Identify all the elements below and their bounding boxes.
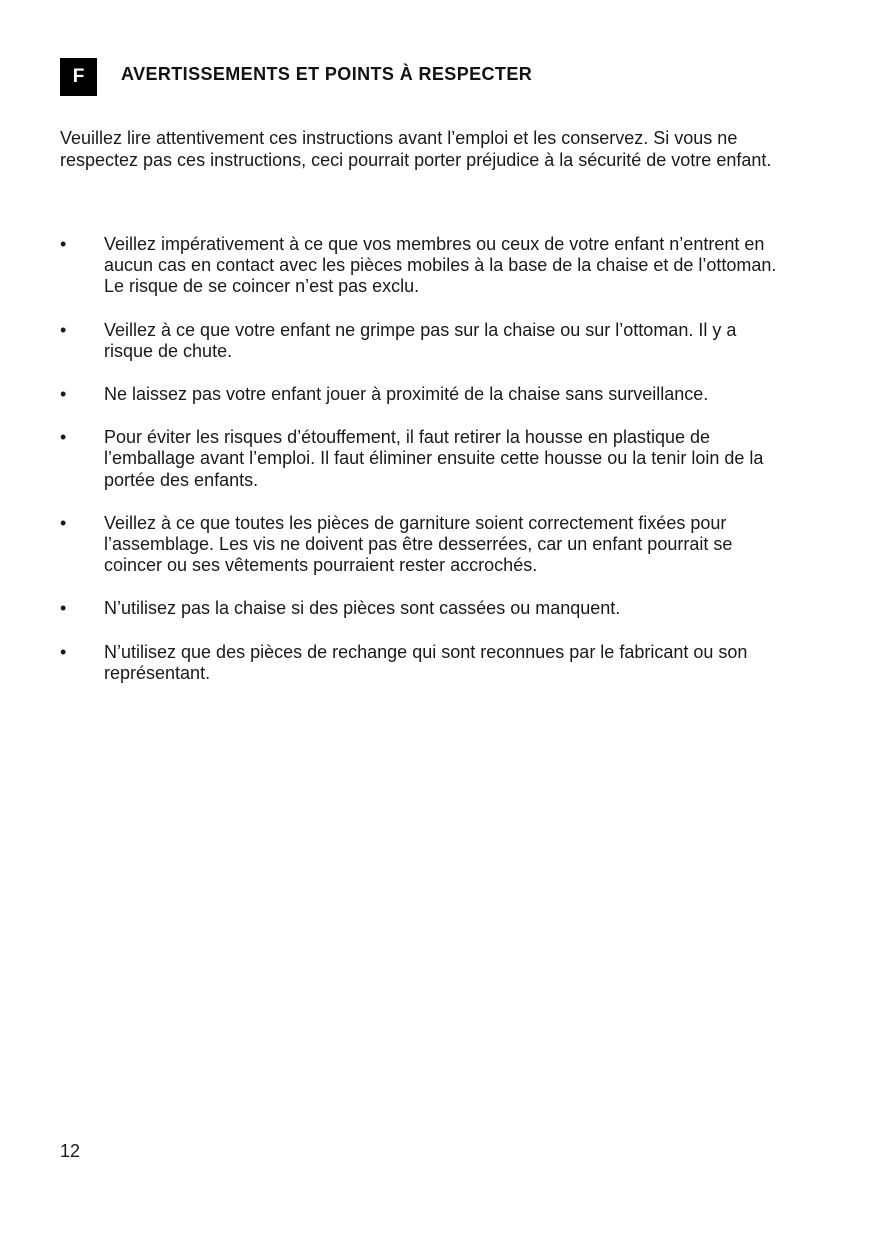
warning-text: Ne laissez pas votre enfant jouer à proximité de la chaise sans surveillance. <box>104 384 709 405</box>
warning-text: Veillez à ce que votre enfant ne grimpe pas sur la chaise ou sur l’ottoman. Il y a risque de chute. <box>104 319 737 361</box>
bullet-icon: • <box>60 641 67 662</box>
warning-text: Veillez impérativement à ce que vos membres ou ceux de votre enfant n’entrent en aucun cas en contact avec les pièces mobiles à la base de la chaise et de l’ottoman. Le risque de se coincer n’est pas exclu. <box>104 234 777 297</box>
list-item <box>60 513 780 577</box>
bullet-icon: • <box>60 319 67 340</box>
list-item <box>60 427 780 491</box>
warning-text: Veillez à ce que toutes les pièces de garniture soient correctement fixées pour l’assemblage. Les vis ne doivent pas être desserrées, car un enfant pourrait se coincer ou ses vêtements pourraient rester accrochés. <box>104 512 733 576</box>
list-item <box>60 642 780 684</box>
bullet-icon: • <box>60 234 67 254</box>
warning-text: N’utilisez que des pièces de rechange qui sont reconnues par le fabricant ou son représentant. <box>104 641 748 683</box>
warning-list <box>60 234 780 706</box>
bullet-icon: • <box>60 384 67 405</box>
list-item <box>60 384 780 405</box>
intro-paragraph: Veuillez lire attentivement ces instructions avant l’emploi et les conservez. Si vous ne respectez pas ces instructions, ceci pourrait porter préjudice à la sécurité de votre enfant. <box>60 128 772 170</box>
warning-text: N’utilisez pas la chaise si des pièces sont cassées ou manquent. <box>104 598 621 619</box>
page-number: 12 <box>60 1141 81 1161</box>
list-item <box>60 598 780 619</box>
bullet-icon: • <box>60 427 67 448</box>
list-item <box>60 320 780 362</box>
page-title: AVERTISSEMENTS ET POINTS À RESPECTER <box>121 64 533 84</box>
bullet-icon: • <box>60 598 67 619</box>
warning-text: Pour éviter les risques d’étouffement, il faut retirer la housse en plastique de l’emballage avant l’emploi. Il faut éliminer ensuite cette housse ou la tenir loin de la portée des enfants. <box>104 427 764 490</box>
language-badge: F <box>60 58 97 96</box>
list-item <box>60 234 780 298</box>
bullet-icon: • <box>60 512 67 533</box>
